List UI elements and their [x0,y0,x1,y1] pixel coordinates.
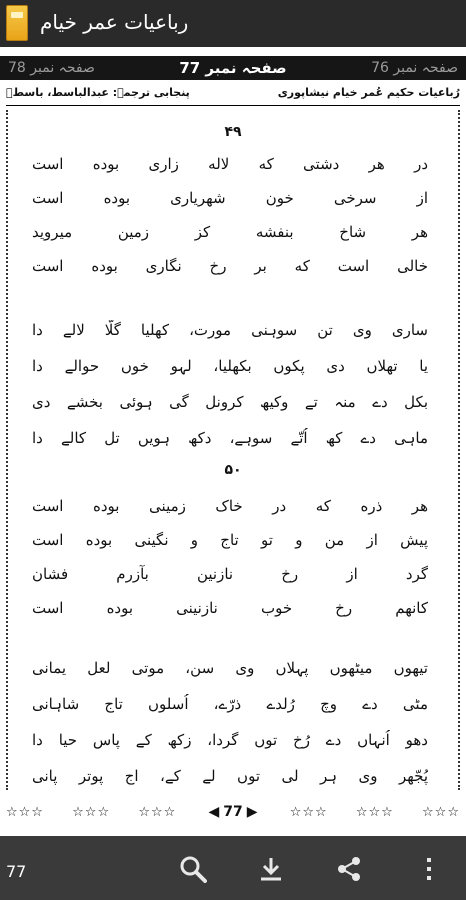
punjabi-verse-line: دھو اُنہاں دے رُخ توں گردا، زکھ کے پاس حیا دا [32,731,428,749]
punjabi-verse-line: ساری وی تن سوہنی مورت، کھلیا گلّا لالے دا [32,321,428,339]
punjabi-verse-line: تیھوں میٹھوں پہلاں وی سن، موتی لعل یمانی [32,659,428,677]
book-title-header: رُباعیات حکیم عُمر خیام نیشاپوری [277,86,460,99]
header-rule [6,105,460,106]
stanza-number: ۵۰ [224,462,242,478]
punjabi-verse-line: بکل دے منہ تے وکیھ کرونل گی ہوئی بخشے دی [32,393,428,411]
footer-stars: ☆☆☆ [422,804,460,820]
persian-verse-line: گرد از رخ نازنین بآزرم فشان [32,565,428,583]
overflow-menu-button[interactable] [414,854,444,884]
punjabi-verse-line: یا تھلاں دی پکوں بکھلیا، لہو خوں حوالے دا [32,357,428,375]
next-page-label[interactable]: صفحہ نمبر 78 [8,60,95,76]
left-ornament-icon: ◀ [208,804,220,820]
footer-page-number: 77 [223,804,243,820]
book-page [0,80,466,825]
punjabi-verse-line: ماہی دے کھ اُتّے سوہے، دکھ ہویں تل کالے دا [32,429,428,447]
persian-verse-line: هر ذره که در خاک زمینی بوده است [32,497,428,515]
current-page-label: صفحہ نمبر 77 [179,59,287,77]
footer-stars: ☆☆☆ [355,804,394,820]
persian-verse-line: کانهم رخ خوب نازنینی بوده است [32,599,428,617]
search-icon [179,855,207,883]
title-bar [0,0,466,47]
goto-page-input[interactable] [6,858,126,884]
previous-page-label[interactable]: صفحہ نمبر 76 [371,60,458,76]
page-header [6,86,460,104]
footer-stars: ☆☆☆ [6,804,44,820]
share-icon [335,855,363,883]
bottom-toolbar [0,836,466,900]
app-title: رباعیات عمر خیام [40,10,189,34]
footer-stars: ☆☆☆ [72,804,111,820]
page-navigation-strip [0,56,466,80]
footer-page-number-badge [204,804,261,820]
page-footer [0,795,466,829]
translator-header: پنجابی ترجمہ: عبدالباسط، باسطؔ [6,86,190,99]
download-icon [257,855,285,883]
persian-verse-line: هر شاخ بنفشه کز زمین میروید [32,223,428,241]
footer-stars: ☆☆☆ [289,804,328,820]
overflow-menu-icon [424,855,434,883]
persian-verse-line: خالی است که بر رخ نگاری بوده است [32,257,428,275]
share-button[interactable] [334,854,364,884]
stanza-number: ۴۹ [224,124,242,140]
footer-stars: ☆☆☆ [138,804,177,820]
page-border-right [457,110,460,790]
search-button[interactable] [178,854,208,884]
punjabi-verse-line: پُجّھر وی ہر لی توں لے کے، اج پوتر پانی [32,767,428,785]
right-ornament-icon: ▶ [246,804,258,820]
persian-verse-line: در هر دشتی که لاله زاری بوده است [32,155,428,173]
page-border-left [6,110,9,790]
download-button[interactable] [256,854,286,884]
persian-verse-line: پیش از من و تو تاج و نگینی بوده است [32,531,428,549]
persian-verse-line: از سرخی خون شهریاری بوده است [32,189,428,207]
app-book-icon[interactable] [6,5,28,41]
punjabi-verse-line: مٹی دے وچ رُلدے ذرّے، اُسلوں تاج شاہانی [32,695,428,713]
